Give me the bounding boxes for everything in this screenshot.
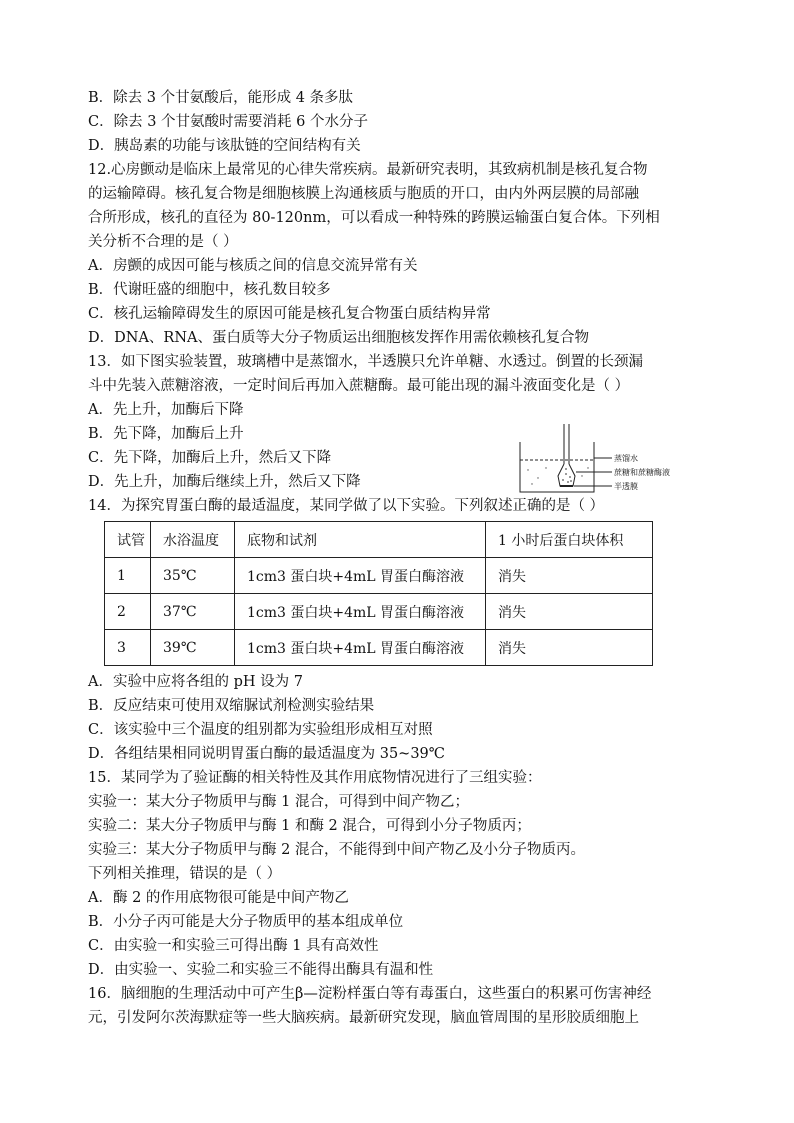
q12-stem-line-1: 12.心房颤动是临床上最常见的心律失常疾病。最新研究表明，其致病机制是核孔复合物 xyxy=(88,162,648,178)
q11-option-d: D．胰岛素的功能与该肽链的空间结构有关 xyxy=(88,138,361,154)
q14-option-a: A．实验中应将各组的 pH 设为 7 xyxy=(88,674,303,690)
q14-option-c: C．该实验中三个温度的组别都为实验组形成相互对照 xyxy=(88,722,433,738)
q14-stem: 14．为探究胃蛋白酶的最适温度，某同学做了以下实验。下列叙述正确的是（ ） xyxy=(88,498,605,514)
q11-option-b: B．除去 3 个甘氨酸后，能形成 4 条多肽 xyxy=(88,90,354,106)
cell-tube: 3 xyxy=(105,630,151,666)
q16-stem-line-1: 16．脑细胞的生理活动中可产生β—淀粉样蛋白等有毒蛋白，这些蛋白的积累可伤害神经 xyxy=(88,986,652,1002)
cell-temperature: 39℃ xyxy=(151,630,235,666)
q15-option-b: B．小分子丙可能是大分子物质甲的基本组成单位 xyxy=(88,914,404,930)
table-row xyxy=(105,594,653,630)
cell-tube: 2 xyxy=(105,594,151,630)
label-distilled-water: 蒸馏水 xyxy=(614,454,638,463)
header-tube: 试管 xyxy=(105,522,151,558)
cell-reagent: 1cm3 蛋白块+4mL 胃蛋白酶溶液 xyxy=(235,558,486,594)
q14-option-b: B．反应结束可使用双缩脲试剂检测实验结果 xyxy=(88,698,375,714)
q13-stem-line-2: 斗中先装入蔗糖溶液，一定时间后再加入蔗糖酶。最可能出现的漏斗液面变化是（ ） xyxy=(88,378,630,394)
funnel-bulb xyxy=(558,464,575,486)
header-temperature: 水浴温度 xyxy=(151,522,235,558)
cell-result: 消失 xyxy=(486,594,653,630)
header-result: 1 小时后蛋白块体积 xyxy=(486,522,653,558)
table-row xyxy=(105,558,653,594)
q13-option-b: B．先下降，加酶后上升 xyxy=(88,426,244,442)
cell-reagent: 1cm3 蛋白块+4mL 胃蛋白酶溶液 xyxy=(235,630,486,666)
table-row xyxy=(105,630,653,666)
experiment-table xyxy=(104,521,653,666)
q15-prompt: 下列相关推理，错误的是（ ） xyxy=(88,866,282,882)
q13-option-c: C．先下降，加酶后上升，然后又下降 xyxy=(88,450,332,466)
funnel-apparatus-diagram xyxy=(516,424,686,496)
q12-option-b: B．代谢旺盛的细胞中，核孔数目较多 xyxy=(88,282,331,298)
q13-stem-line-1: 13．如下图实验装置，玻璃槽中是蒸馏水，半透膜只允许单糖、水透过。倒置的长颈漏 xyxy=(88,354,643,370)
cell-reagent: 1cm3 蛋白块+4mL 胃蛋白酶溶液 xyxy=(235,594,486,630)
header-reagent: 底物和试剂 xyxy=(235,522,486,558)
q15-option-d: D．由实验一、实验二和实验三不能得出酶具有温和性 xyxy=(88,962,434,978)
q12-stem-line-2: 的运输障碍。核孔复合物是细胞核膜上沟通核质与胞质的开口，由内外两层膜的局部融 xyxy=(88,186,639,202)
q15-stem: 15．某同学为了验证酶的相关特性及其作用底物情况进行了三组实验： xyxy=(88,770,542,786)
q12-option-d: D．DNA、RNA、蛋白质等大分子物质运出细胞核发挥作用需依赖核孔复合物 xyxy=(88,330,589,346)
q15-option-c: C．由实验一和实验三可得出酶 1 具有高效性 xyxy=(88,938,379,954)
q14-option-d: D．各组结果相同说明胃蛋白酶的最适温度为 35~39℃ xyxy=(88,746,446,762)
glass-trough xyxy=(520,442,594,492)
table-header-row xyxy=(105,522,653,558)
q12-stem-line-4: 关分析不合理的是（ ） xyxy=(88,234,238,250)
q11-option-c: C．除去 3 个甘氨酸时需要消耗 6 个水分子 xyxy=(88,114,368,130)
label-semipermeable-membrane: 半透膜 xyxy=(614,482,638,491)
q12-option-a: A．房颤的成因可能与核质之间的信息交流异常有关 xyxy=(88,258,418,274)
q15-option-a: A．酶 2 的作用底物很可能是中间产物乙 xyxy=(88,890,349,906)
cell-temperature: 35℃ xyxy=(151,558,235,594)
q15-experiment-1: 实验一：某大分子物质甲与酶 1 混合，可得到中间产物乙； xyxy=(88,794,469,810)
q13-option-d: D．先上升，加酶后继续上升，然后又下降 xyxy=(88,474,361,490)
cell-temperature: 37℃ xyxy=(151,594,235,630)
cell-result: 消失 xyxy=(486,558,653,594)
cell-tube: 1 xyxy=(105,558,151,594)
q15-experiment-3: 实验三：某大分子物质甲与酶 2 混合，不能得到中间产物乙及小分子物质丙。 xyxy=(88,842,585,858)
q13-option-a: A．先上升，加酶后下降 xyxy=(88,402,244,418)
q16-stem-line-2: 元，引发阿尔茨海默症等一些大脑疾病。最新研究发现，脑血管周围的星形胶质细胞上 xyxy=(88,1010,639,1026)
q15-experiment-2: 实验二：某大分子物质甲与酶 1 和酶 2 混合，可得到小分子物质丙； xyxy=(88,818,531,834)
q12-option-c: C．核孔运输障碍发生的原因可能是核孔复合物蛋白质结构异常 xyxy=(88,306,491,322)
q12-stem-line-3: 合所形成，核孔的直径为 80-120nm，可以看成一种特殊的跨膜运输蛋白复合体。下列相 xyxy=(88,210,660,226)
cell-result: 消失 xyxy=(486,630,653,666)
label-sucrose-solution: 蔗糖和蔗糖酶液 xyxy=(614,468,670,477)
